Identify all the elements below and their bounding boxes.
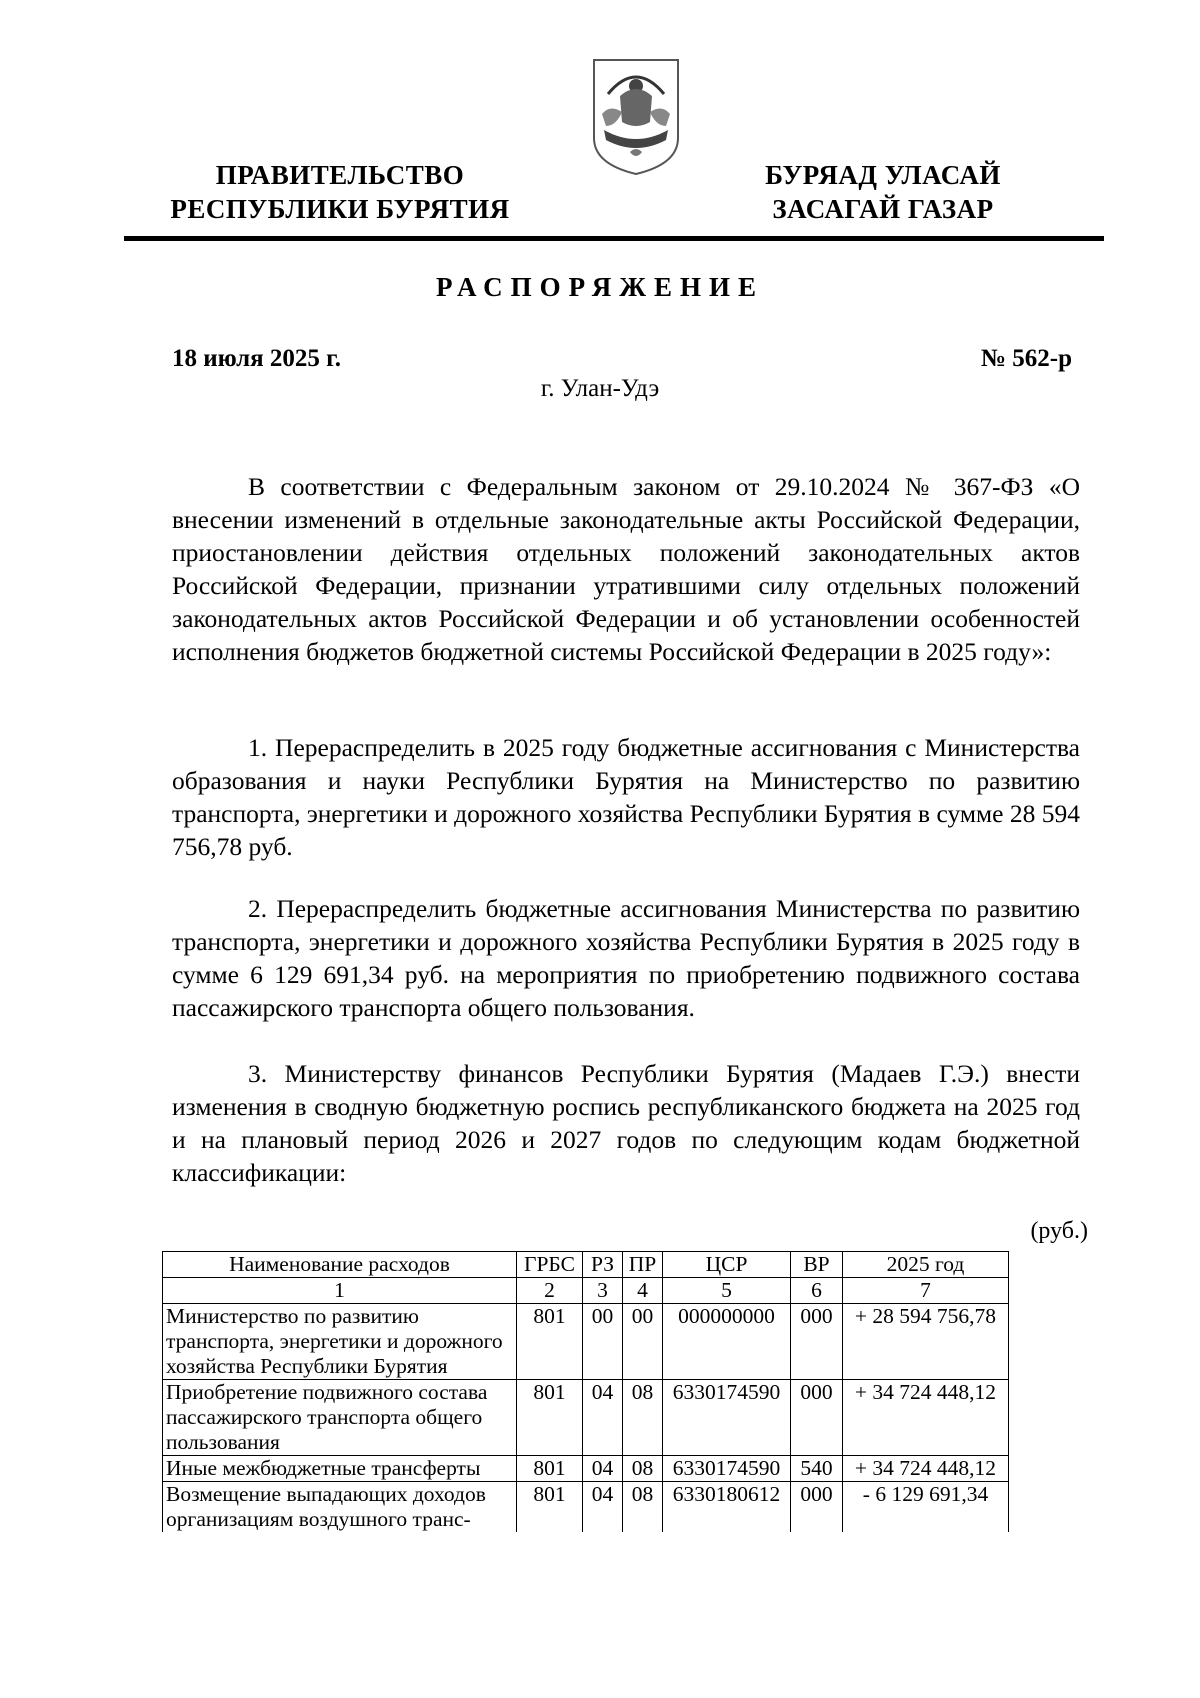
amount-2025: + 34 724 448,12 [843,1380,1009,1456]
header-government-name-ru [160,158,520,226]
expense-name: Приобретение подвижного состава пассажирского транспорта общего пользования [163,1380,517,1456]
item-2-paragraph: 2. Перераспределить бюджетные ассигнования Министерства по развитию транспорта, энергетики и дорожного хозяйства Республики Бурятия в 2025 году в сумме 6 129 691,34 руб. на мероприятия по приобретению подвижного состава пассажирского транспорта общего пользования. [172,894,1080,1022]
rz-code: 00 [583,1304,623,1380]
table-header-row [163,1252,1009,1278]
column-index: 2 [517,1278,583,1304]
grbs-code: 801 [517,1482,583,1533]
header-left-line-1: ПРАВИТЕЛЬСТВО [215,160,465,190]
column-index: 5 [663,1278,791,1304]
pr-code: 08 [623,1482,663,1533]
column-header: ЦСР [663,1252,791,1278]
amount-2025: + 34 724 448,12 [843,1456,1009,1482]
amount-2025: + 28 594 756,78 [843,1304,1009,1380]
document-number: № 562-р [980,345,1072,372]
budget-table [162,1251,1009,1532]
coat-of-arms-icon [590,56,682,178]
vr-code: 540 [791,1456,843,1482]
header-right-line-1: БУРЯАД УЛАСАЙ [765,160,1001,190]
pr-code: 08 [623,1456,663,1482]
vr-code: 000 [791,1304,843,1380]
header-divider [124,236,1104,241]
header-left-line-2: РЕСПУБЛИКИ БУРЯТИЯ [170,194,510,224]
csr-code: 6330174590 [663,1456,791,1482]
vr-code: 000 [791,1482,843,1533]
expense-name: Возмещение выпадающих доходов организациям воздушного транс- [163,1482,517,1533]
table-index-row [163,1278,1009,1304]
expense-name: Иные межбюджетные трансферты [163,1456,517,1482]
document-city: г. Улан-Удэ [540,375,660,402]
document-date: 18 июля 2025 г. [172,345,341,372]
column-header: Наименование расходов [163,1252,517,1278]
table-unit: (руб.) [1030,1218,1088,1244]
preamble-paragraph: В соответствии с Федеральным законом от 29.10.2024 № 367-ФЗ «О внесении изменений в отдельные законодательные акты Российской Федерации, приостановлении действия отдельных положений законодательных актов Российской Федерации, признании утратившими силу отдельных положений законодательных актов Российской Федерации и об установлении особенностей исполнения бюджетов бюджетной системы Российской Федерации в 2025 году»: [172,472,1080,666]
table-row [163,1482,1009,1533]
rz-code: 04 [583,1380,623,1456]
csr-code: 000000000 [663,1304,791,1380]
column-index: 1 [163,1278,517,1304]
grbs-code: 801 [517,1380,583,1456]
table-row [163,1380,1009,1456]
grbs-code: 801 [517,1456,583,1482]
table-row [163,1456,1009,1482]
expense-name: Министерство по развитию транспорта, энергетики и дорожного хозяйства Республики Бурятия [163,1304,517,1380]
column-index: 7 [843,1278,1009,1304]
rz-code: 04 [583,1482,623,1533]
pr-code: 08 [623,1380,663,1456]
header-government-name-bua [718,158,1048,226]
item-3-paragraph: 3. Министерству финансов Республики Бурятия (Мадаев Г.Э.) внести изменения в сводную бюджетную роспись республиканского бюджета на 2025 год и на плановый период 2026 и 2027 годов по следующим кодам бюджетной классификации: [172,1059,1080,1187]
header-right-line-2: ЗАСАГАЙ ГАЗАР [772,194,994,224]
grbs-code: 801 [517,1304,583,1380]
rz-code: 04 [583,1456,623,1482]
column-index: 4 [623,1278,663,1304]
pr-code: 00 [623,1304,663,1380]
column-index: 6 [791,1278,843,1304]
document-type: РАСПОРЯЖЕНИЕ [435,272,765,302]
column-header: ПР [623,1252,663,1278]
column-index: 3 [583,1278,623,1304]
column-header: ГРБС [517,1252,583,1278]
csr-code: 6330180612 [663,1482,791,1533]
vr-code: 000 [791,1380,843,1456]
column-header: ВР [791,1252,843,1278]
table-row [163,1304,1009,1380]
item-1-paragraph: 1. Перераспределить в 2025 году бюджетные ассигнования с Министерства образования и науки Республики Бурятия на Министерство по развитию транспорта, энергетики и дорожного хозяйства Республики Бурятия в сумме 28 594 756,78 руб. [172,733,1080,861]
amount-2025: - 6 129 691,34 [843,1482,1009,1533]
column-header: 2025 год [843,1252,1009,1278]
csr-code: 6330174590 [663,1380,791,1456]
column-header: РЗ [583,1252,623,1278]
